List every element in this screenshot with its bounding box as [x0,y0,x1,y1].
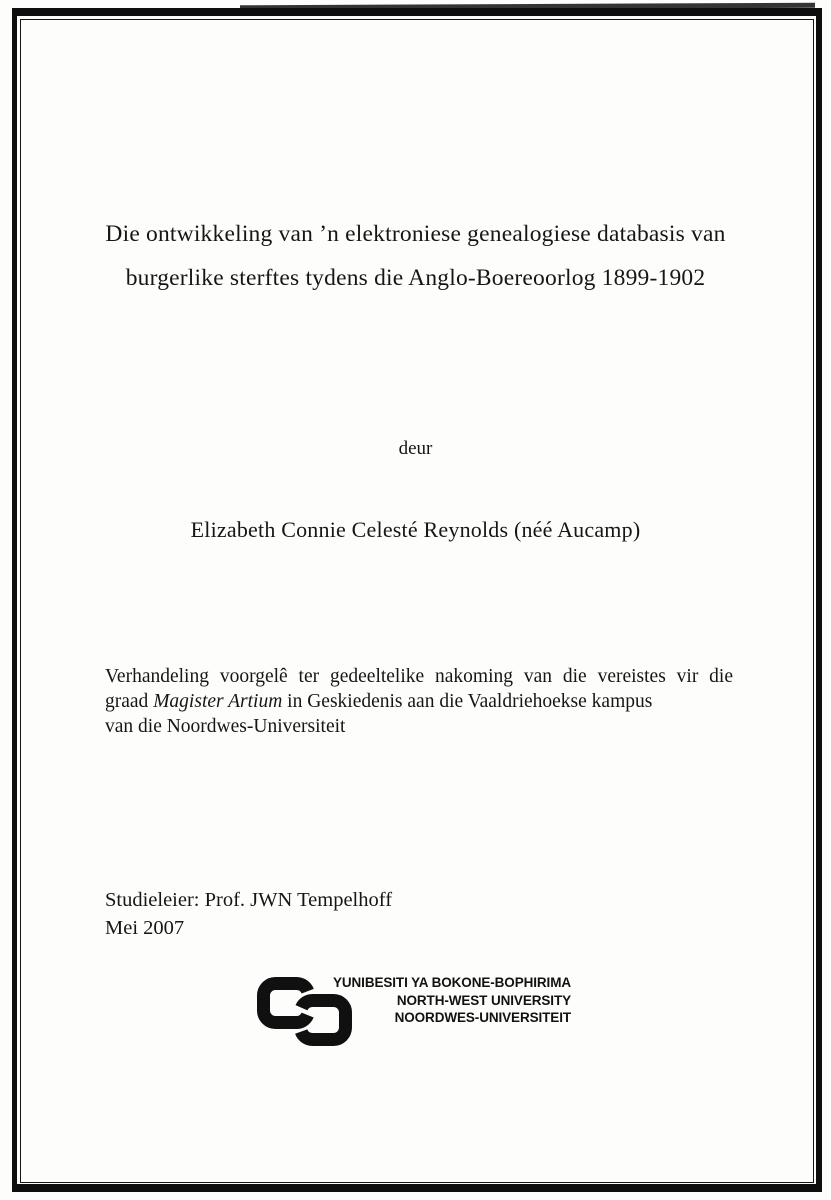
submission-statement [105,664,733,739]
submission-line-3: van die Noordwes-Universiteit [105,716,346,737]
thesis-title-line-2: burgerlike sterftes tydens die Anglo-Boereoorlog 1899-1902 [125,265,706,291]
author-name: Elizabeth Connie Celesté Reynolds (néé Aucamp) [190,517,641,542]
date-line: Mei 2007 [105,917,185,939]
degree-name-italic: Magister Artium [153,691,283,712]
supervisor-block [105,886,392,942]
supervisor-line: Studieleier: Prof. JWN Tempelhoff [105,889,393,911]
thesis-title [60,212,771,300]
thesis-title-line-1: Die ontwikkeling van ’n elektroniese genealogiese databasis van [105,221,726,247]
submission-line-2-suffix: in Geskiedenis aan die Vaaldriehoekse kampus [282,691,653,712]
university-logo-wordmark [333,974,571,1027]
byline-deur: deur [398,438,433,459]
logo-text-afrikaans: NOORDWES-UNIVERSITEIT [394,1010,571,1026]
submission-line-2 [105,689,733,714]
logo-text-english: NORTH-WEST UNIVERSITY [396,992,571,1008]
logo-text-setswana: YUNIBESITI YA BOKONE-BOPHIRIMA [332,975,571,990]
submission-line-2-prefix: graad [105,691,154,712]
submission-line-1: Verhandeling voorgelê ter gedeeltelike nakoming van die vereistes vir die [105,666,733,687]
